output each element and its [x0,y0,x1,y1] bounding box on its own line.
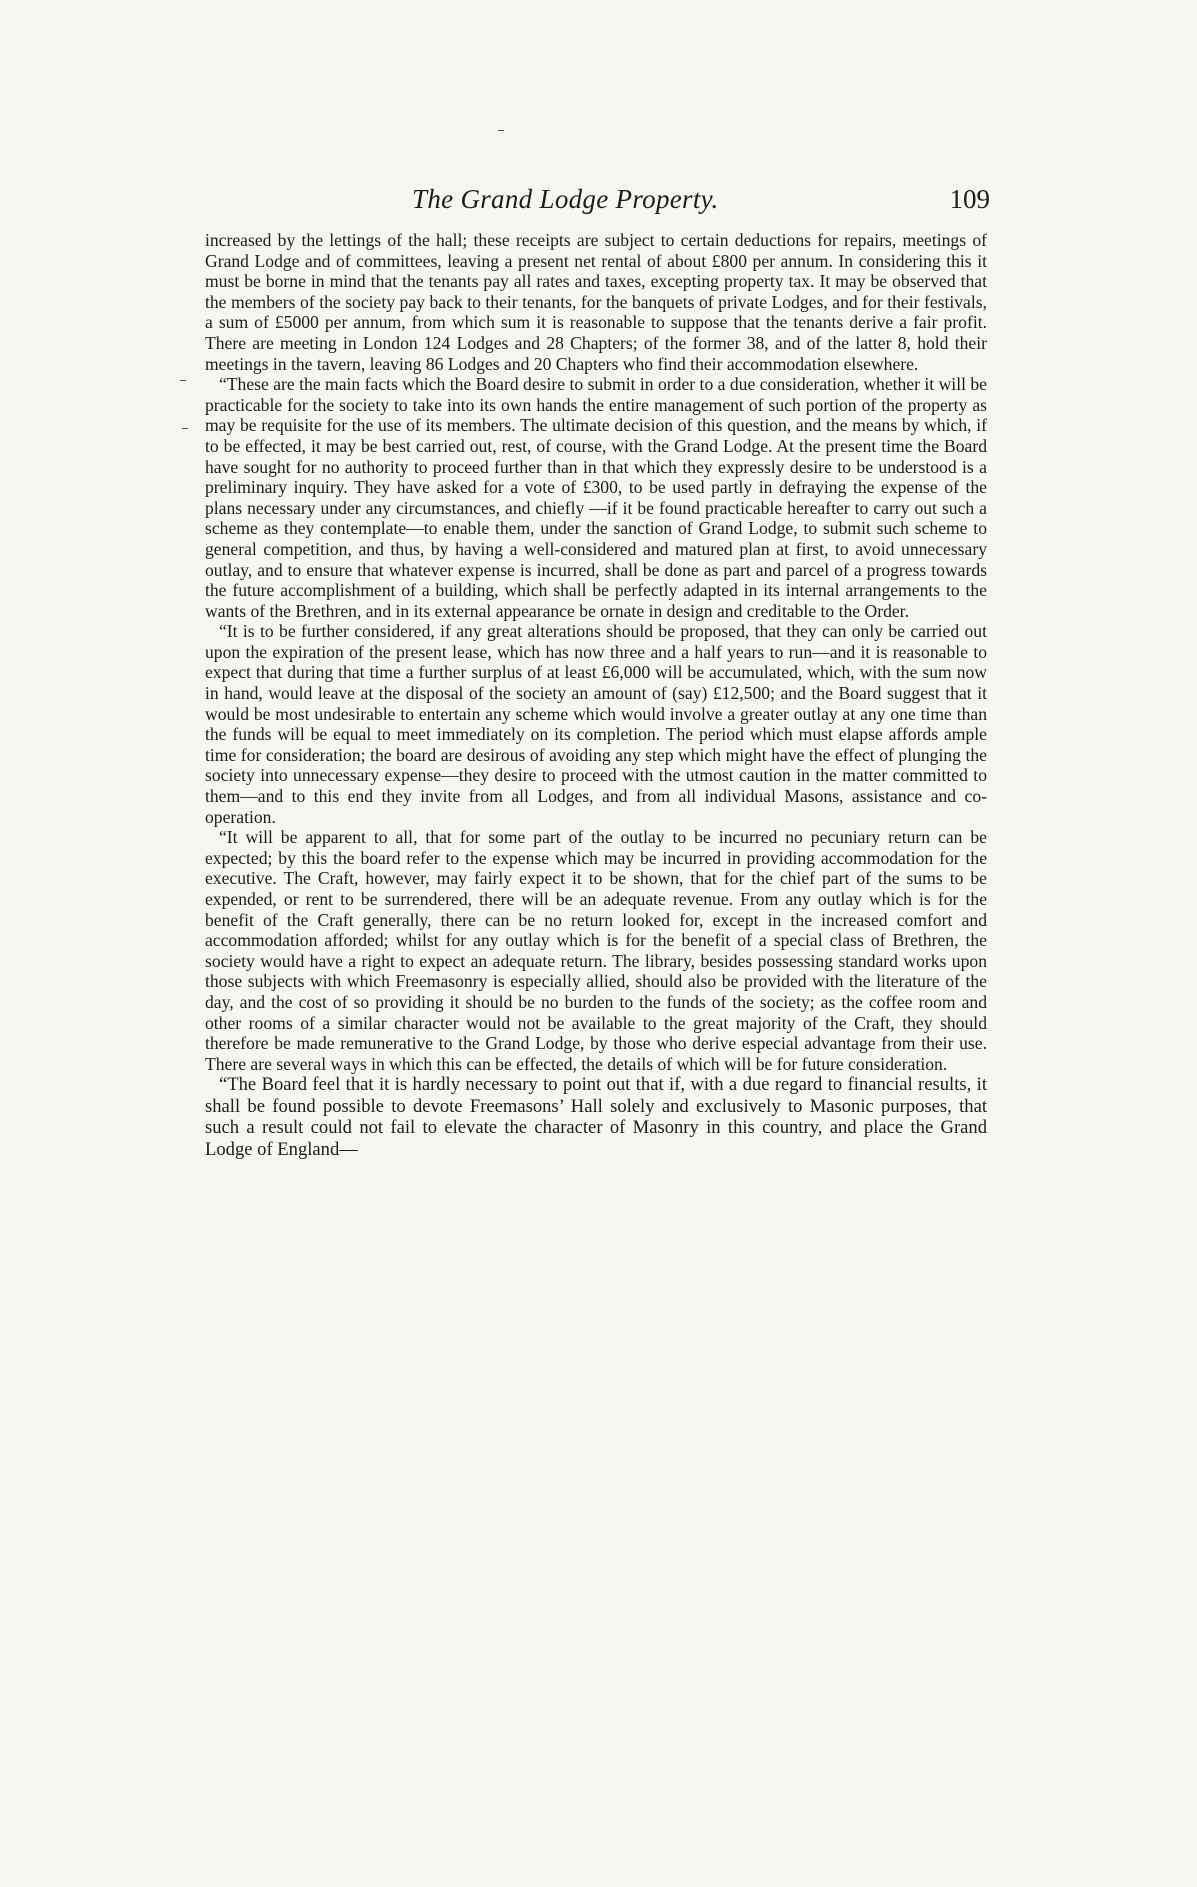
page-body [205,230,987,1160]
paragraph: increased by the lettings of the hall; these receipts are subject to certain deductions for repairs, meetings of Grand Lodge and of committees, leaving a present net rental of about £800 per annum. In considering this it must be borne in mind that the tenants pay all rates and taxes, excepting property tax. It may be observed that the members of the society pay back to their tenants, for the banquets of private Lodges, and for their festivals, a sum of £5000 per annum, from which sum it is reasonable to suppose that the tenants derive a fair profit. There are meeting in London 124 Lodges and 28 Chapters; of the former 38, and of the latter 8, hold their meetings in the tavern, leaving 86 Lodges and 20 Chapters who find their accommodation elsewhere. [205,230,987,374]
paragraph: “These are the main facts which the Board desire to submit in order to a due consideration, whether it will be practicable for the society to take into its own hands the entire management of such portion of the property as may be requisite for the use of its members. The ultimate decision of this question, and the means by which, if to be effected, it may be best carried out, rest, of course, with the Grand Lodge. At the present time the Board have sought for no authority to proceed further than in that which they expressly desire to be understood is a preliminary inquiry. They have asked for a vote of £300, to be used partly in defraying the expense of the plans necessary under any circumstances, and chiefly —if it be found practicable hereafter to carry out such a scheme as they contemplate—to enable them, under the sanction of Grand Lodge, to submit such scheme to general competition, and thus, by having a well-considered and matured plan at first, to avoid unnecessary outlay, and to ensure that whatever expense is incurred, shall be done as part and parcel of a progress towards the future accomplishment of a building, which shall be perfectly adapted in its internal arrangements to the wants of the Brethren, and in its external appearance be ornate in design and creditable to the Order. [205,374,987,621]
print-mark [498,130,504,131]
running-title: The Grand Lodge Property. [412,184,719,214]
paragraph: “It is to be further considered, if any great alterations should be proposed, that they can only be carried out upon the expiration of the present lease, which has now three and a half years to run—and it is reasonable to expect that during that time a further surplus of at least £6,000 will be accumulated, which, with the sum now in hand, would leave at the disposal of the society an amount of (say) £12,500; and the Board suggest that it would be most undesirable to entertain any scheme which would involve a greater outlay at any one time than the funds will be equal to meet immediately on its completion. The period which must elapse affords ample time for consideration; the board are desirous of avoiding any step which might have the effect of plunging the society into unnecessary expense—they desire to proceed with the utmost caution in the matter committed to them—and to this end they invite from all Lodges, and from all individual Masons, assistance and co-operation. [205,621,987,827]
page-number: 109 [949,184,990,214]
print-mark [180,380,186,381]
print-mark [182,428,188,429]
paragraph: “It will be apparent to all, that for some part of the outlay to be incurred no pecuniary return can be expected; by this the board refer to the expense which may be incurred in providing accommodation for the executive. The Craft, however, may fairly expect it to be shown, that for the chief part of the sums to be expended, or rent to be surrendered, there will be an adequate revenue. From any outlay which is for the benefit of the Craft generally, there can be no return looked for, except in the increased comfort and accommodation afforded; whilst for any outlay which is for the benefit of a special class of Brethren, the society would have a right to expect an adequate return. The library, besides possessing standard works upon those subjects with which Freemasonry is especially allied, should also be provided with the literature of the day, and the cost of so providing it should be no burden to the funds of the society; as the coffee room and other rooms of a similar character would not be available to the great majority of the Craft, they should therefore be made remunerative to the Grand Lodge, by those who derive especial advantage from their use. There are several ways in which this can be effected, the details of which will be for future consideration. [205,827,987,1074]
page-header [200,184,990,224]
paragraph: “The Board feel that it is hardly necessary to point out that if, with a due regard to financial results, it shall be found possible to devote Freemasons’ Hall solely and exclusively to Masonic purposes, that such a result could not fail to elevate the character of Masonry in this country, and place the Grand Lodge of England— [205,1074,987,1160]
